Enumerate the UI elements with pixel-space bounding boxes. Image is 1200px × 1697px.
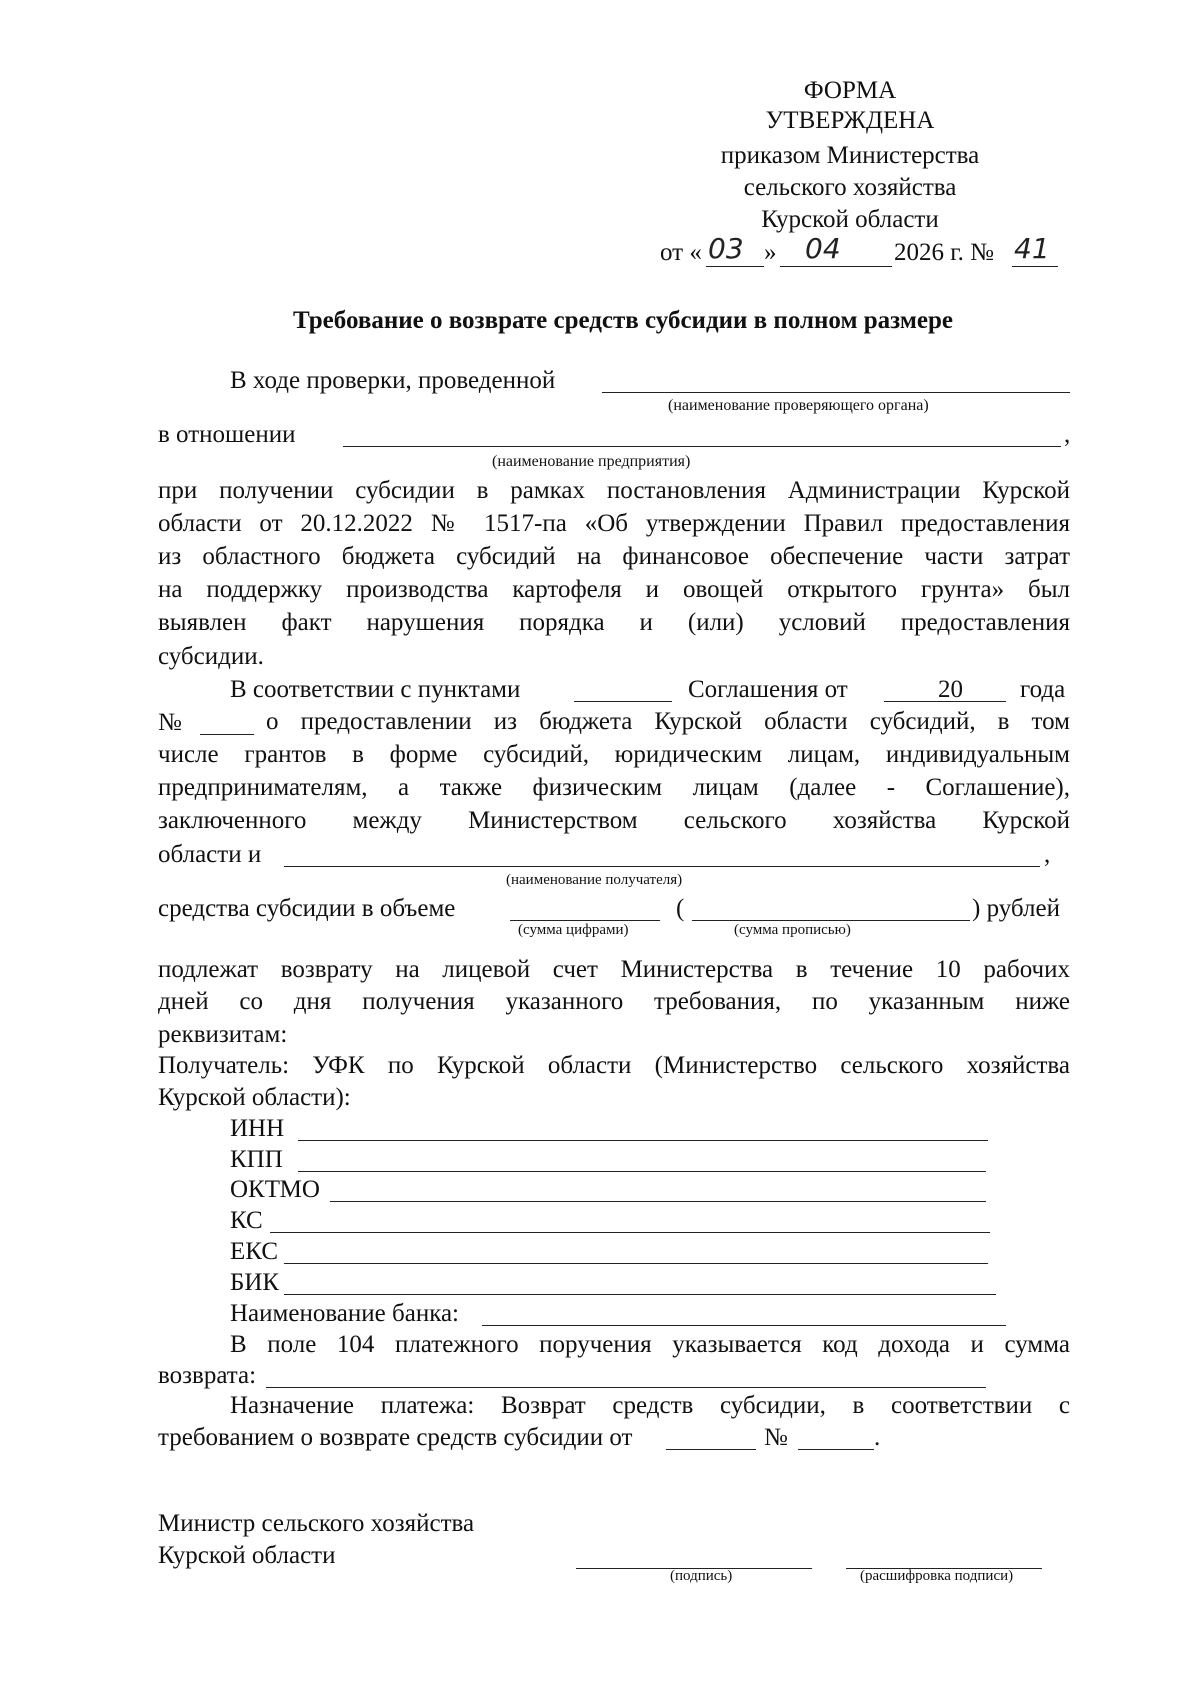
- field-eks-label: ЕКС: [230, 1238, 278, 1265]
- order-number-value: 41: [1014, 232, 1050, 265]
- p2-number-sign: №: [158, 709, 182, 736]
- caption-recipient: (наименование получателя): [506, 872, 683, 888]
- p1-line-4: на поддержку производства картофеля и овощей открытого грунта» был: [158, 576, 1070, 603]
- p1-regarding: в отношении: [158, 421, 296, 448]
- p2-comma: ,: [1044, 841, 1051, 868]
- header-form-label: ФОРМА: [803, 77, 897, 104]
- caption-signature-decode: (расшифровка подписи): [860, 1568, 1014, 1584]
- header-ministry-line: сельского хозяйства: [743, 174, 957, 201]
- p2-year-prefix: 20: [938, 676, 963, 703]
- recipient-line-2: Курской области):: [158, 1084, 351, 1111]
- field-ks-label: КС: [230, 1207, 263, 1234]
- amount-words-line: [692, 920, 970, 921]
- field-kpp-line: [298, 1171, 986, 1172]
- field-ks-line: [270, 1232, 990, 1233]
- date-month-line: [780, 266, 892, 267]
- p5-number-sign: №: [764, 1424, 788, 1451]
- p2-line-4: предпринимателям, а также физическим лицам (далее - Соглашение),: [158, 774, 1070, 801]
- field-bik-line: [284, 1294, 996, 1295]
- requirement-number-line: [798, 1449, 874, 1450]
- date-day-line: [706, 266, 764, 267]
- caption-digits: (сумма цифрами): [518, 922, 629, 938]
- p2-points: В соответствии с пунктами: [230, 676, 521, 703]
- field-bank-line: [482, 1325, 1006, 1326]
- caption-enterprise: (наименование предприятия): [492, 453, 691, 470]
- p5-line-2: требованием о возврате средств субсидии от: [158, 1424, 633, 1451]
- caption-inspector: (наименование проверяющего органа): [668, 397, 929, 414]
- document-title: Требование о возврате средств субсидии в полном размере: [293, 307, 953, 334]
- p3-line-3: реквизитам:: [158, 1021, 288, 1048]
- recipient-line: [284, 866, 1040, 867]
- header-approved-label: УТВЕРЖДЕНА: [765, 107, 935, 134]
- points-line: [574, 701, 672, 702]
- p1-line-2: области от 20.12.2022 № 1517-па «Об утверждении Правил предоставления: [158, 510, 1070, 537]
- p5-line-1: Назначение платежа: Возврат средств субсидии, в соответствии с: [230, 1392, 1070, 1419]
- amount-open-paren: (: [676, 895, 685, 922]
- p1-line-5: выявлен факт нарушения порядка и (или) условий предоставления: [158, 609, 1070, 636]
- p2-agreement: Соглашения от: [688, 676, 848, 703]
- header-month-sep: »: [764, 239, 777, 266]
- field-oktmo-label: ОКТМО: [230, 1176, 320, 1203]
- field-kpp-label: КПП: [230, 1146, 283, 1173]
- amount-close: ) рублей: [972, 895, 1060, 922]
- p2-line-5: заключенного между Министерством сельского хозяйства Курской: [158, 807, 1070, 834]
- signature-role-2: Курской области: [158, 1542, 336, 1569]
- inspector-line: [602, 392, 1070, 393]
- amount-lead: средства субсидии в объеме: [158, 895, 456, 922]
- order-number-line: [1012, 266, 1058, 267]
- date-day-value: 03: [708, 232, 744, 265]
- field-bik-label: БИК: [230, 1269, 280, 1296]
- return-code-line: [266, 1387, 986, 1388]
- p1-line-3: из областного бюджета субсидий на финансовое обеспечение части затрат: [158, 543, 1070, 570]
- field-bank-label: Наименование банка:: [230, 1300, 460, 1327]
- p1-lead: В ходе проверки, проведенной: [230, 367, 556, 394]
- recipient-line-1: Получатель: УФК по Курской области (Министерство сельского хозяйства: [158, 1052, 1070, 1079]
- field-eks-line: [284, 1263, 988, 1264]
- p4-line-2: возврата:: [158, 1362, 257, 1389]
- p1-comma: ,: [1064, 421, 1071, 448]
- header-order-line: приказом Министерства: [720, 142, 980, 169]
- p2-line-2: о предоставлении из бюджета Курской области субсидий, в том: [266, 708, 1070, 735]
- header-region-line: Курской области: [761, 206, 939, 233]
- p5-dot: .: [874, 1424, 881, 1451]
- signature-role-1: Министр сельского хозяйства: [158, 1510, 475, 1537]
- p1-line-6: субсидии.: [158, 643, 264, 670]
- header-year-number: 2026 г. №: [894, 239, 995, 266]
- p1-line-1: при получении субсидии в рамках постановления Администрации Курской: [158, 477, 1070, 504]
- enterprise-line: [343, 446, 1061, 447]
- date-month-value: 04: [805, 232, 841, 265]
- field-inn-line: [298, 1140, 988, 1141]
- caption-words: (сумма прописью): [734, 922, 851, 938]
- p3-line-1: подлежат возврату на лицевой счет Министерства в течение 10 рабочих: [158, 956, 1070, 983]
- header-date-prefix: от «: [660, 239, 702, 266]
- p3-line-2: дней со дня получения указанного требования, по указанным ниже: [158, 988, 1070, 1015]
- p2-line-3: числе грантов в форме субсидий, юридическим лицам, индивидуальным: [158, 741, 1070, 768]
- field-oktmo-line: [330, 1201, 986, 1202]
- amount-digits-line: [510, 920, 660, 921]
- agreement-number-line: [200, 734, 254, 735]
- p2-year: года: [1020, 676, 1066, 703]
- p2-line-6: области и: [158, 841, 262, 868]
- caption-signature: (подпись): [670, 1568, 733, 1584]
- field-inn-label: ИНН: [230, 1115, 285, 1142]
- requirement-date-line: [666, 1449, 756, 1450]
- p4-line-1: В поле 104 платежного поручения указывается код дохода и сумма: [230, 1331, 1070, 1358]
